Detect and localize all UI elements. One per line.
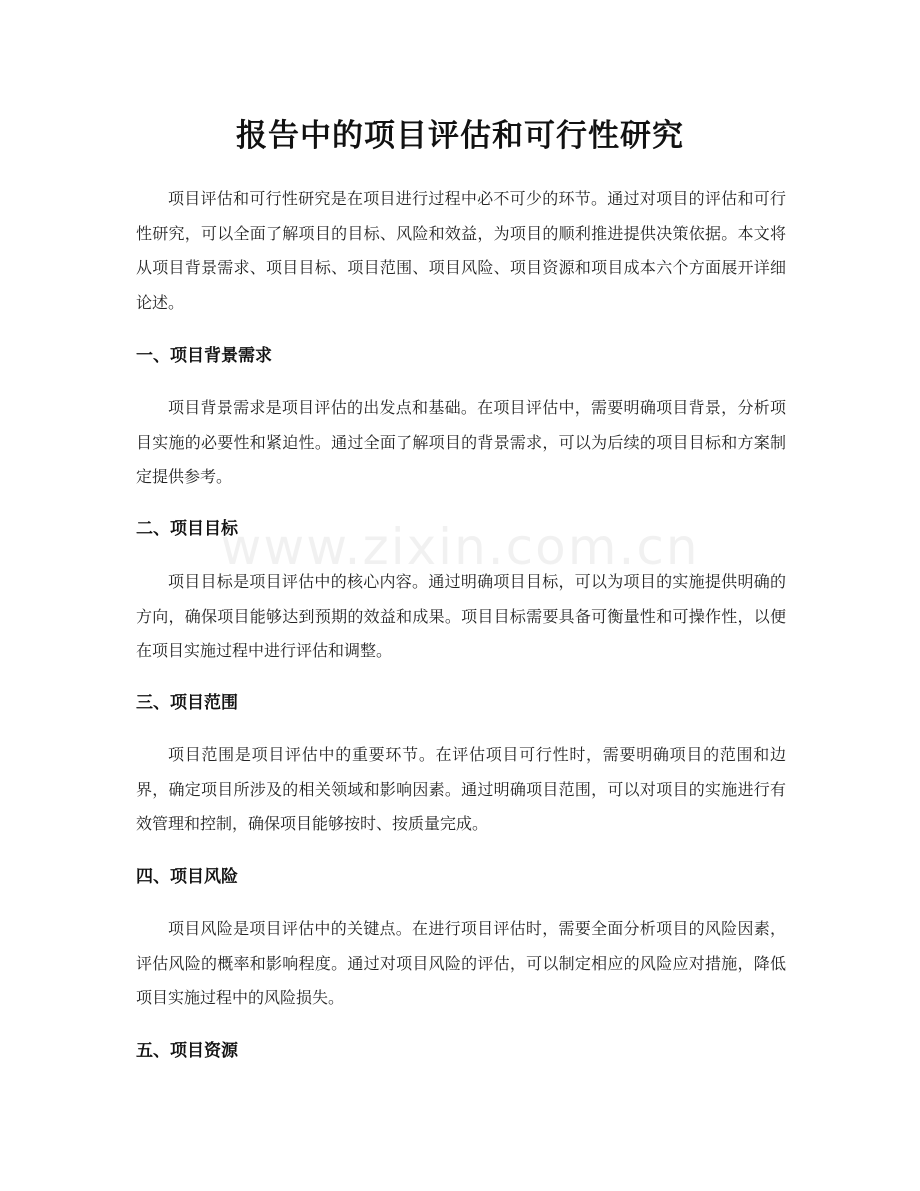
section-heading-background: 一、项目背景需求 [136, 346, 272, 366]
section-heading-risk: 四、项目风险 [136, 867, 238, 887]
watermark: www.zixin.com.cn [220, 518, 700, 576]
document-title: 报告中的项目评估和可行性研究 [236, 118, 684, 154]
section-body-goals: 项目目标是项目评估中的核心内容。通过明确项目目标，可以为项目的实施提供明确的方向，确保项目能够达到预期的效益和成果。项目目标需要具备可衡量性和可操作性，以便在项目实施过程中进行评估和调整。 [136, 572, 786, 661]
section-body-background: 项目背景需求是项目评估的出发点和基础。在项目评估中，需要明确项目背景，分析项目实施的必要性和紧迫性。通过全面了解项目的背景需求，可以为后续的项目目标和方案制定提供参考。 [136, 398, 786, 487]
section-heading-goals: 二、项目目标 [136, 519, 238, 539]
section-body-risk: 项目风险是项目评估中的关键点。在进行项目评估时，需要全面分析项目的风险因素，评估风险的概率和影响程度。通过对项目风险的评估，可以制定相应的风险应对措施，降低项目实施过程中的风险损失。 [136, 919, 786, 1008]
intro-paragraph: 项目评估和可行性研究是在项目进行过程中必不可少的环节。通过对项目的评估和可行性研究，可以全面了解项目的目标、风险和效益，为项目的顺利推进提供决策依据。本文将从项目背景需求、项目目标、项目范围、项目风险、项目资源和项目成本六个方面展开详细论述。 [136, 189, 786, 313]
section-heading-scope: 三、项目范围 [136, 693, 238, 713]
section-body-scope: 项目范围是项目评估中的重要环节。在评估项目可行性时，需要明确项目的范围和边界，确定项目所涉及的相关领域和影响因素。通过明确项目范围，可以对项目的实施进行有效管理和控制，确保项目能够按时、按质量完成。 [136, 745, 786, 834]
section-heading-resources: 五、项目资源 [136, 1041, 238, 1061]
